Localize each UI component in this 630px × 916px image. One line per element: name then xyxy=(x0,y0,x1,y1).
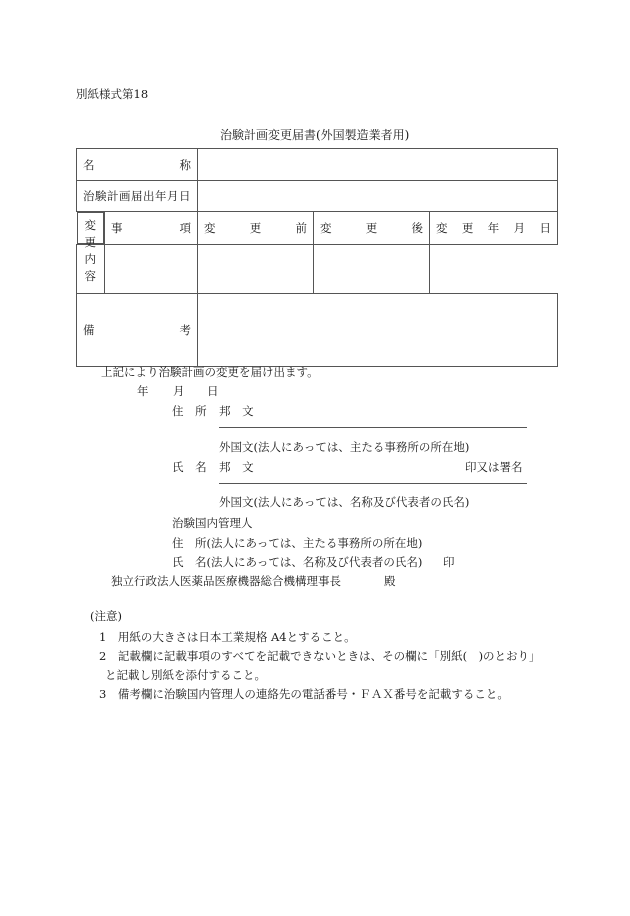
domestic-manager-name: 氏 名(法人にあっては、名称及び代表者の氏名) xyxy=(172,555,423,569)
applicant-name-foreign-label: 外国文(法人にあっては、名称及び代表者の氏名) xyxy=(219,495,470,509)
applicant-address-foreign-label: 外国文(法人にあっては、主たる事務所の所在地) xyxy=(219,440,470,454)
name-field[interactable] xyxy=(198,149,558,181)
day-label: 日 xyxy=(207,384,219,398)
change-notification-table xyxy=(76,148,558,367)
row-name xyxy=(77,149,558,181)
remarks-label: 備 考 xyxy=(77,294,198,367)
row-remarks xyxy=(77,294,558,367)
addressee-org: 独立行政法人医薬品医療機器総合機構理事長 xyxy=(111,574,341,588)
col-header-change-date: 変 更 年 月 日 xyxy=(430,212,558,245)
addressee-honorific: 殿 xyxy=(384,574,396,588)
domestic-manager-seal: 印 xyxy=(443,555,455,569)
row-submission-date xyxy=(77,181,558,212)
year-label: 年 xyxy=(137,384,149,398)
applicant-address-label: 住 所 xyxy=(172,404,211,418)
domestic-manager-heading: 治験国内管理人 xyxy=(172,516,253,530)
row-change-header xyxy=(77,212,558,245)
submission-date-label: 治験計画届出年月日 xyxy=(77,181,198,212)
applicant-address-line[interactable] xyxy=(219,427,527,428)
note-item-3: 3 備考欄に治験国内管理人の連絡先の電話番号・ＦＡＸ番号を記載すること。 xyxy=(99,687,509,701)
applicant-name-line[interactable] xyxy=(219,483,527,484)
note-item-1: 1 用紙の大きさは日本工業規格 A4とすること。 xyxy=(99,630,356,644)
col-header-after: 変 更 後 xyxy=(314,212,430,245)
form-title: 治験計画変更届書(外国製造業者用) xyxy=(220,128,410,142)
before-field[interactable] xyxy=(105,245,198,294)
note-item-2: 2 記載欄に記載事項のすべてを記載できないときは、その欄に「別紙( )のとおり」 xyxy=(99,649,541,663)
applicant-address-jp-label: 邦 文 xyxy=(219,404,258,418)
col-header-item: 事 項 xyxy=(105,212,198,245)
remarks-field[interactable] xyxy=(198,294,558,367)
domestic-manager-address: 住 所(法人にあっては、主たる事務所の所在地) xyxy=(172,536,423,550)
notes-heading: (注意) xyxy=(90,609,122,623)
change-content-label: 変 更 内 容 xyxy=(77,212,105,244)
seal-or-signature-label: 印又は署名 xyxy=(465,460,523,474)
month-label: 月 xyxy=(173,384,185,398)
col-header-before: 変 更 前 xyxy=(198,212,314,245)
after-field[interactable] xyxy=(198,245,314,294)
form-id: 別紙様式第18 xyxy=(76,87,149,101)
declaration-text: 上記により治験計画の変更を届け出ます。 xyxy=(101,365,319,379)
applicant-name-label: 氏 名 xyxy=(172,460,211,474)
name-label: 名 称 xyxy=(77,149,198,181)
submission-date-field[interactable] xyxy=(198,181,558,212)
note-item-2-cont: と記載し別紙を添付すること。 xyxy=(105,668,266,682)
row-change-data xyxy=(77,245,558,294)
change-date-field[interactable] xyxy=(314,245,430,294)
applicant-name-jp-label: 邦 文 xyxy=(219,460,258,474)
